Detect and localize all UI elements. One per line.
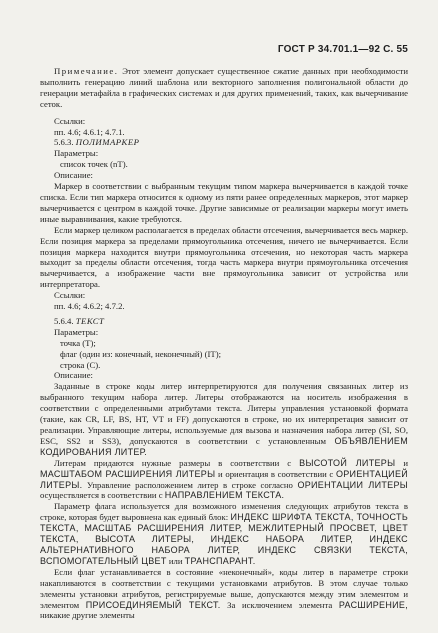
paragraph-text: и xyxy=(403,457,409,468)
description-label: Описание: xyxy=(54,370,93,381)
refs-label: Ссылки: xyxy=(54,115,86,126)
caps-term: ИНДЕКС ШРИФТА ТЕКСТА, ТОЧНОСТЬ ТЕКСТА, МАСШТАБ РАСШИРЕНИЯ ЛИТЕР, МЕЖЛИТЕРНЫЙ ПРОСВЕТ, ЦВЕТ ТЕКСТА, ВЫСОТА ЛИТЕРЫ, ИНДЕКС НАБОРА ЛИТЕР, ИНДЕКС АЛЬТЕРНАТИВНОГО НАБОРА ЛИТЕР, ИНДЕКС СВЯЗКИ ТЕКСТА, ВСПОМОГАТЕЛЬНЫЙ ЦВЕТ xyxy=(40,512,409,566)
description-paragraph: Маркер в соответствии с выбранным текущим типом маркера вычерчивается в каждой точке списка. Если тип маркера относится к одному из пяти ранее определенных маркеров, этот маркер вычерчивается с центром в каждой точке. Другие зависимые от реализации маркеры могут иметь иные выравнивания, какие требуются. xyxy=(40,181,408,224)
caps-term: НАПРАВЛЕНИЕМ ТЕКСТА. xyxy=(164,490,285,501)
paragraph-text: Параметр флага используется для возможного изменения следующих атрибутов текста в строке, которая будет выровнена как единый блок: xyxy=(40,501,408,523)
paragraph-text: никакие другие элементы xyxy=(40,610,135,621)
refs-label: Ссылки: xyxy=(54,290,86,301)
caps-term: ОРИЕНТАЦИИ ЛИТЕРЫ xyxy=(297,479,409,490)
param-item: список точек (nT). xyxy=(60,159,128,170)
caps-term: ВЫСОТОЙ ЛИТЕРЫ xyxy=(299,457,396,468)
caps-term: ТРАНСПАРАНТ. xyxy=(184,555,256,566)
paragraph-text: Если флаг устанавливается в состояние «неконечный», коды литер в параметре строки накапливаются в соответствии с текущими установками атрибутов. В этом случае только элементы установки атрибутов, регистрируемые выше, допускаются между этим элементом и элементом xyxy=(40,566,408,610)
paragraph-text: Литерам придаются нужные размеры в соответствии с xyxy=(54,457,292,468)
note-paragraph xyxy=(40,66,408,110)
section-title: ТЕКСТ xyxy=(75,315,105,326)
paragraph-text: и ориентация в соответствии с xyxy=(218,468,334,479)
caps-term: ПРИСОЕДИНЯЕМЫЙ ТЕКСТ. xyxy=(85,599,221,610)
section-number: 5.6.3. xyxy=(54,137,74,148)
refs-value: пп. 4.6; 4.6.2; 4.7.2. xyxy=(54,301,125,312)
section-heading-polymarker xyxy=(40,137,408,148)
section-number: 5.6.4. xyxy=(54,315,74,326)
param-item: флаг (один из: конечный, неконечный) (IT); xyxy=(60,348,222,359)
caps-term: МАСШТАБОМ РАСШИРЕНИЯ ЛИТЕРЫ xyxy=(40,468,216,479)
params-label: Параметры: xyxy=(54,326,99,337)
description-paragraph xyxy=(40,381,408,457)
paragraph-text: или xyxy=(168,555,183,566)
description-paragraph xyxy=(40,458,408,502)
caps-term: ОБЪЯВЛЕНИЕМ КОДИРОВАНИЯ ЛИТЕР. xyxy=(40,435,408,457)
refs-value: пп. 4.6; 4.6.1; 4.7.1. xyxy=(54,126,125,137)
note-label: Примечание. xyxy=(54,66,119,76)
description-paragraph xyxy=(40,567,408,622)
caps-term: ОРИЕНТАЦИЕЙ ЛИТЕРЫ. xyxy=(40,468,409,490)
description-paragraph xyxy=(40,501,408,566)
caps-term: РАСШИРЕНИЕ, xyxy=(338,599,409,610)
section-title: ПОЛИМАРКЕР xyxy=(75,137,140,148)
paragraph-text: За исключением элемента xyxy=(227,599,333,610)
page-body xyxy=(40,66,408,621)
page-header: ГОСТ Р 34.701.1—92 С. 55 xyxy=(277,44,408,55)
paragraph-text: Управление расположением литер в строке согласно xyxy=(87,479,293,490)
paragraph-text: осуществляется в соответствии с xyxy=(40,490,163,501)
note-text: Этот элемент допускает существенное сжатие данных при необходимости выполнить генерацию линий шаблона или векторного заполнения полигональной области до генерации метафайла в графических системах и для других применений, таких, как вычерчивание сеток. xyxy=(40,66,409,109)
params-label: Параметры: xyxy=(54,148,99,159)
param-item: точка (T); xyxy=(60,337,96,348)
section-heading-text xyxy=(40,316,408,327)
description-label: Описание: xyxy=(54,170,93,181)
param-item: строка (С). xyxy=(60,359,101,370)
paragraph-text: Заданные в строке коды литер интерпретируются для получения связанных литер из выбранного текущим набора литер. Литеры отображаются на носитель изображения в соответствии с определенными атрибутами текста. Литеры управления установкой формата (такие, как CR, LF, BS, HT, VT и FF) допускаются в строке, но их интерпретация зависит от реализации. Управляющие литеры, используемые для вызова и назначения набора литер (SI, SO, ESC, SS2 и SS3), допускаются в соответствии с установленным xyxy=(40,381,408,446)
description-paragraph: Если маркер целиком располагается в пределах области отсечения, вычерчивается весь маркер. Если позиция маркера за пределами прямоугольника отсечения, ничего не вычерчивается. Если позиция маркера находится внутри прямоугольника отсечения, но некоторая часть маркера выходит за пределы области отсечения, тогда часть маркера внутри прямоугольника отсечения вычерчивается, а изображение части вне прямоугольника зависит от устройства или интерпретатора. xyxy=(40,224,408,290)
